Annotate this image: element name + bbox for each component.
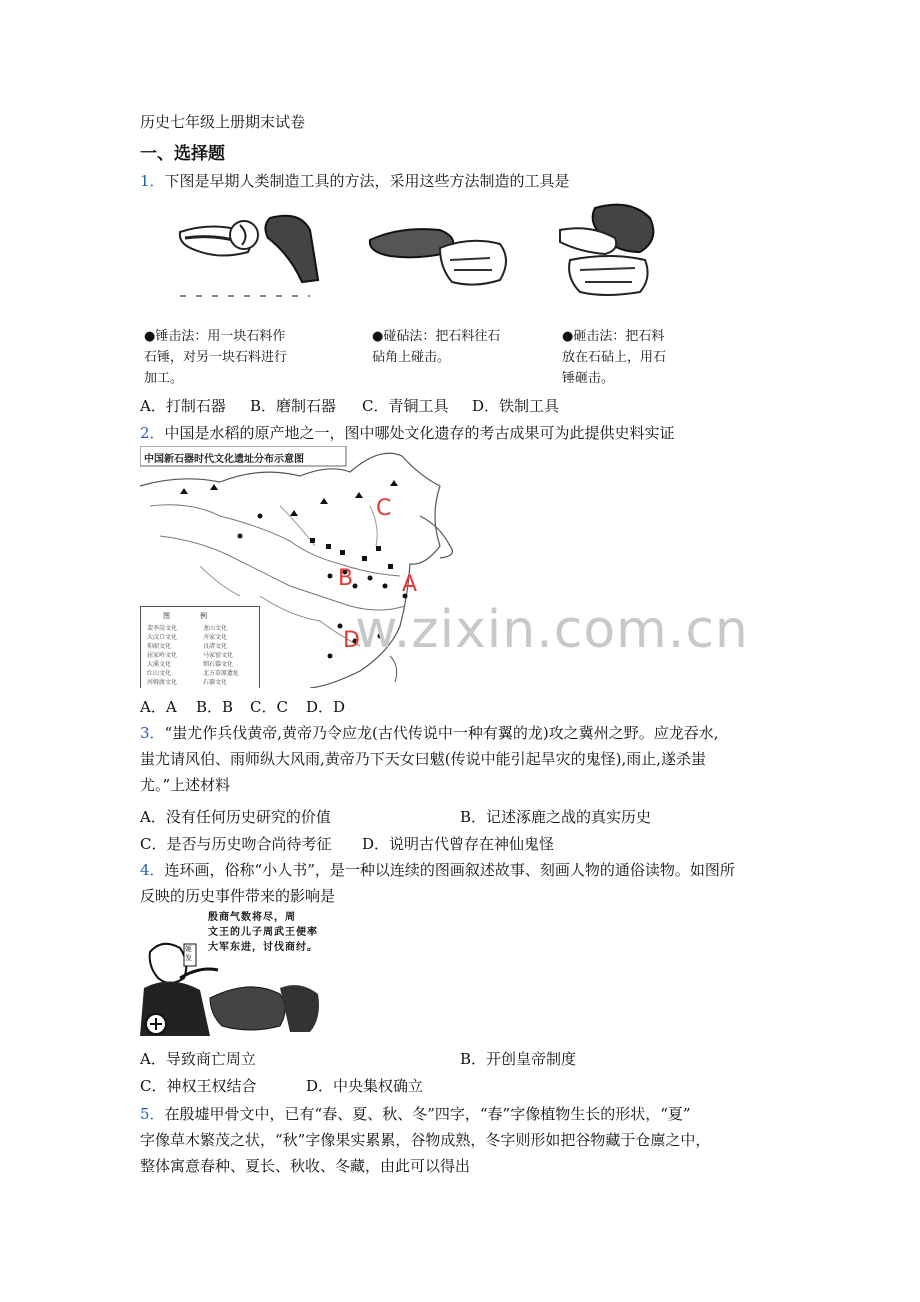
question-text: “蚩尤作兵伐黄帝,黄帝乃令应龙(古代传说中一种有翼的龙)攻之冀州之野。应龙吞水, [164,724,719,742]
question-3-stem-line-1 [140,720,718,746]
legend-item: 仰韶文化 [147,643,172,650]
question-4-stem-line-2: 反映的历史事件带来的影响是 [140,887,336,905]
legend-item: 北方草原遗址 [203,670,240,677]
legend-item: 细石器文化 [203,661,234,668]
document-title: 历史七年级上册期末试卷 [140,113,306,131]
site-watermark: w.zixin.com.cn [355,600,749,660]
legend-title: 图例 [163,612,237,620]
option-d[interactable]: D．说明古代曾存在神仙鬼怪 [362,835,555,853]
legend-item: 屈家岭文化 [147,652,178,659]
legend-item: 裴李岗文化 [147,625,178,632]
option-b[interactable]: B．B [196,698,234,716]
question-5-stem-line-3: 整体寓意春种、夏长、秋收、冬藏，由此可以得出 [140,1157,471,1175]
legend-item: 河姆渡文化 [147,679,178,686]
comic-caption: 殷商气数将尽，周 文王的儿子周武王便率 大军东进，讨伐商纣。 [208,912,318,953]
option-b[interactable]: B．磨制石器 [250,397,337,415]
map-label-c: C [376,496,392,521]
question-text: 连环画，俗称“小人书”，是一种以连续的图画叙述故事、刻画人物的通俗读物。如图所 [164,861,735,879]
option-c[interactable]: C．是否与历史吻合尚待考征 [140,835,332,853]
question-text: 下图是早期人类制造工具的方法，采用这些方法制造的工具是 [164,172,570,190]
legend-item: 红山文化 [147,670,172,677]
legend-item: 大溪文化 [147,661,172,668]
question-number: 5． [140,1105,165,1123]
option-a[interactable]: A．导致商亡周立 [140,1050,256,1068]
map-label-a: A [402,572,418,597]
question-number: 3． [140,724,165,742]
legend-item: 石器文化 [203,679,228,686]
legend-item: 齐家文化 [203,634,228,641]
map-label-b: B [338,566,354,591]
option-a[interactable]: A．没有任何历史研究的价值 [140,808,331,826]
question-number: 2． [140,424,165,442]
map-title: 中国新石器时代文化遗址分布示意图 [144,454,304,465]
question-text: 在殷墟甲骨文中，已有“春、夏、秋、冬”四字，“春”字像植物生长的形状，“夏” [164,1105,691,1123]
caption-anvil-method: ●碰砧法：把石料往石 砧角上碰击。 [372,329,501,365]
question-3-stem-line-3: 尤。”上述材料 [140,776,231,794]
map-legend [140,606,260,688]
legend-item: 良渚文化 [203,643,228,650]
question-4-stem-line-1 [140,857,735,883]
tool-making-figure [140,200,700,390]
question-5-stem-line-1 [140,1101,691,1127]
option-b[interactable]: B．开创皇帝制度 [460,1050,577,1068]
question-text: 中国是水稻的原产地之一，图中哪处文化遗存的考古成果可为此提供史料实证 [164,424,675,442]
section-title: 一、选择题 [140,144,225,164]
option-c[interactable]: C．神权王权结合 [140,1077,257,1095]
caption-hammer-method: ●锤击法：用一块石料作 石锤，对另一块石料进行 加工。 [144,329,288,386]
map-label-d: D [343,628,360,653]
question-5-stem-line-2: 字像草木繁茂之状，“秋”字像果实累累，谷物成熟，冬字则形如把谷物藏于仓廪之中， [140,1131,711,1149]
option-a[interactable]: A．A [140,698,177,716]
question-1-stem [140,168,570,194]
question-3-stem-line-2: 蚩尤请风伯、雨师纵大风雨,黄帝乃下天女曰魃(传说中能引起旱灾的鬼怪),雨止,遂杀蚩 [140,750,707,768]
question-number: 4． [140,861,165,879]
question-number: 1． [140,172,165,190]
option-b[interactable]: B．记述涿鹿之战的真实历史 [460,808,652,826]
hammer-method-illustration [180,216,318,296]
comic-name-tag: 姬发 [185,945,192,962]
option-a[interactable]: A．打制石器 [140,397,226,415]
option-d[interactable]: D．中央集权确立 [306,1077,424,1095]
tool-making-illustrations [140,200,700,310]
legend-item: 龙山文化 [203,625,228,632]
option-c[interactable]: C．C [250,698,288,716]
option-d[interactable]: D．D [306,698,346,716]
option-d[interactable]: D．铁制工具 [472,397,560,415]
legend-item: 大汶口文化 [147,634,178,641]
comic-panel [140,908,325,1038]
bipolar-method-illustration [560,205,653,295]
question-2-stem [140,420,675,446]
option-c[interactable]: C．青铜工具 [362,397,449,415]
caption-bipolar-method: ●砸击法：把石料 放在石砧上，用石 锤砸击。 [562,329,667,386]
legend-item: 马家窑文化 [203,652,234,659]
anvil-method-illustration [370,229,506,284]
